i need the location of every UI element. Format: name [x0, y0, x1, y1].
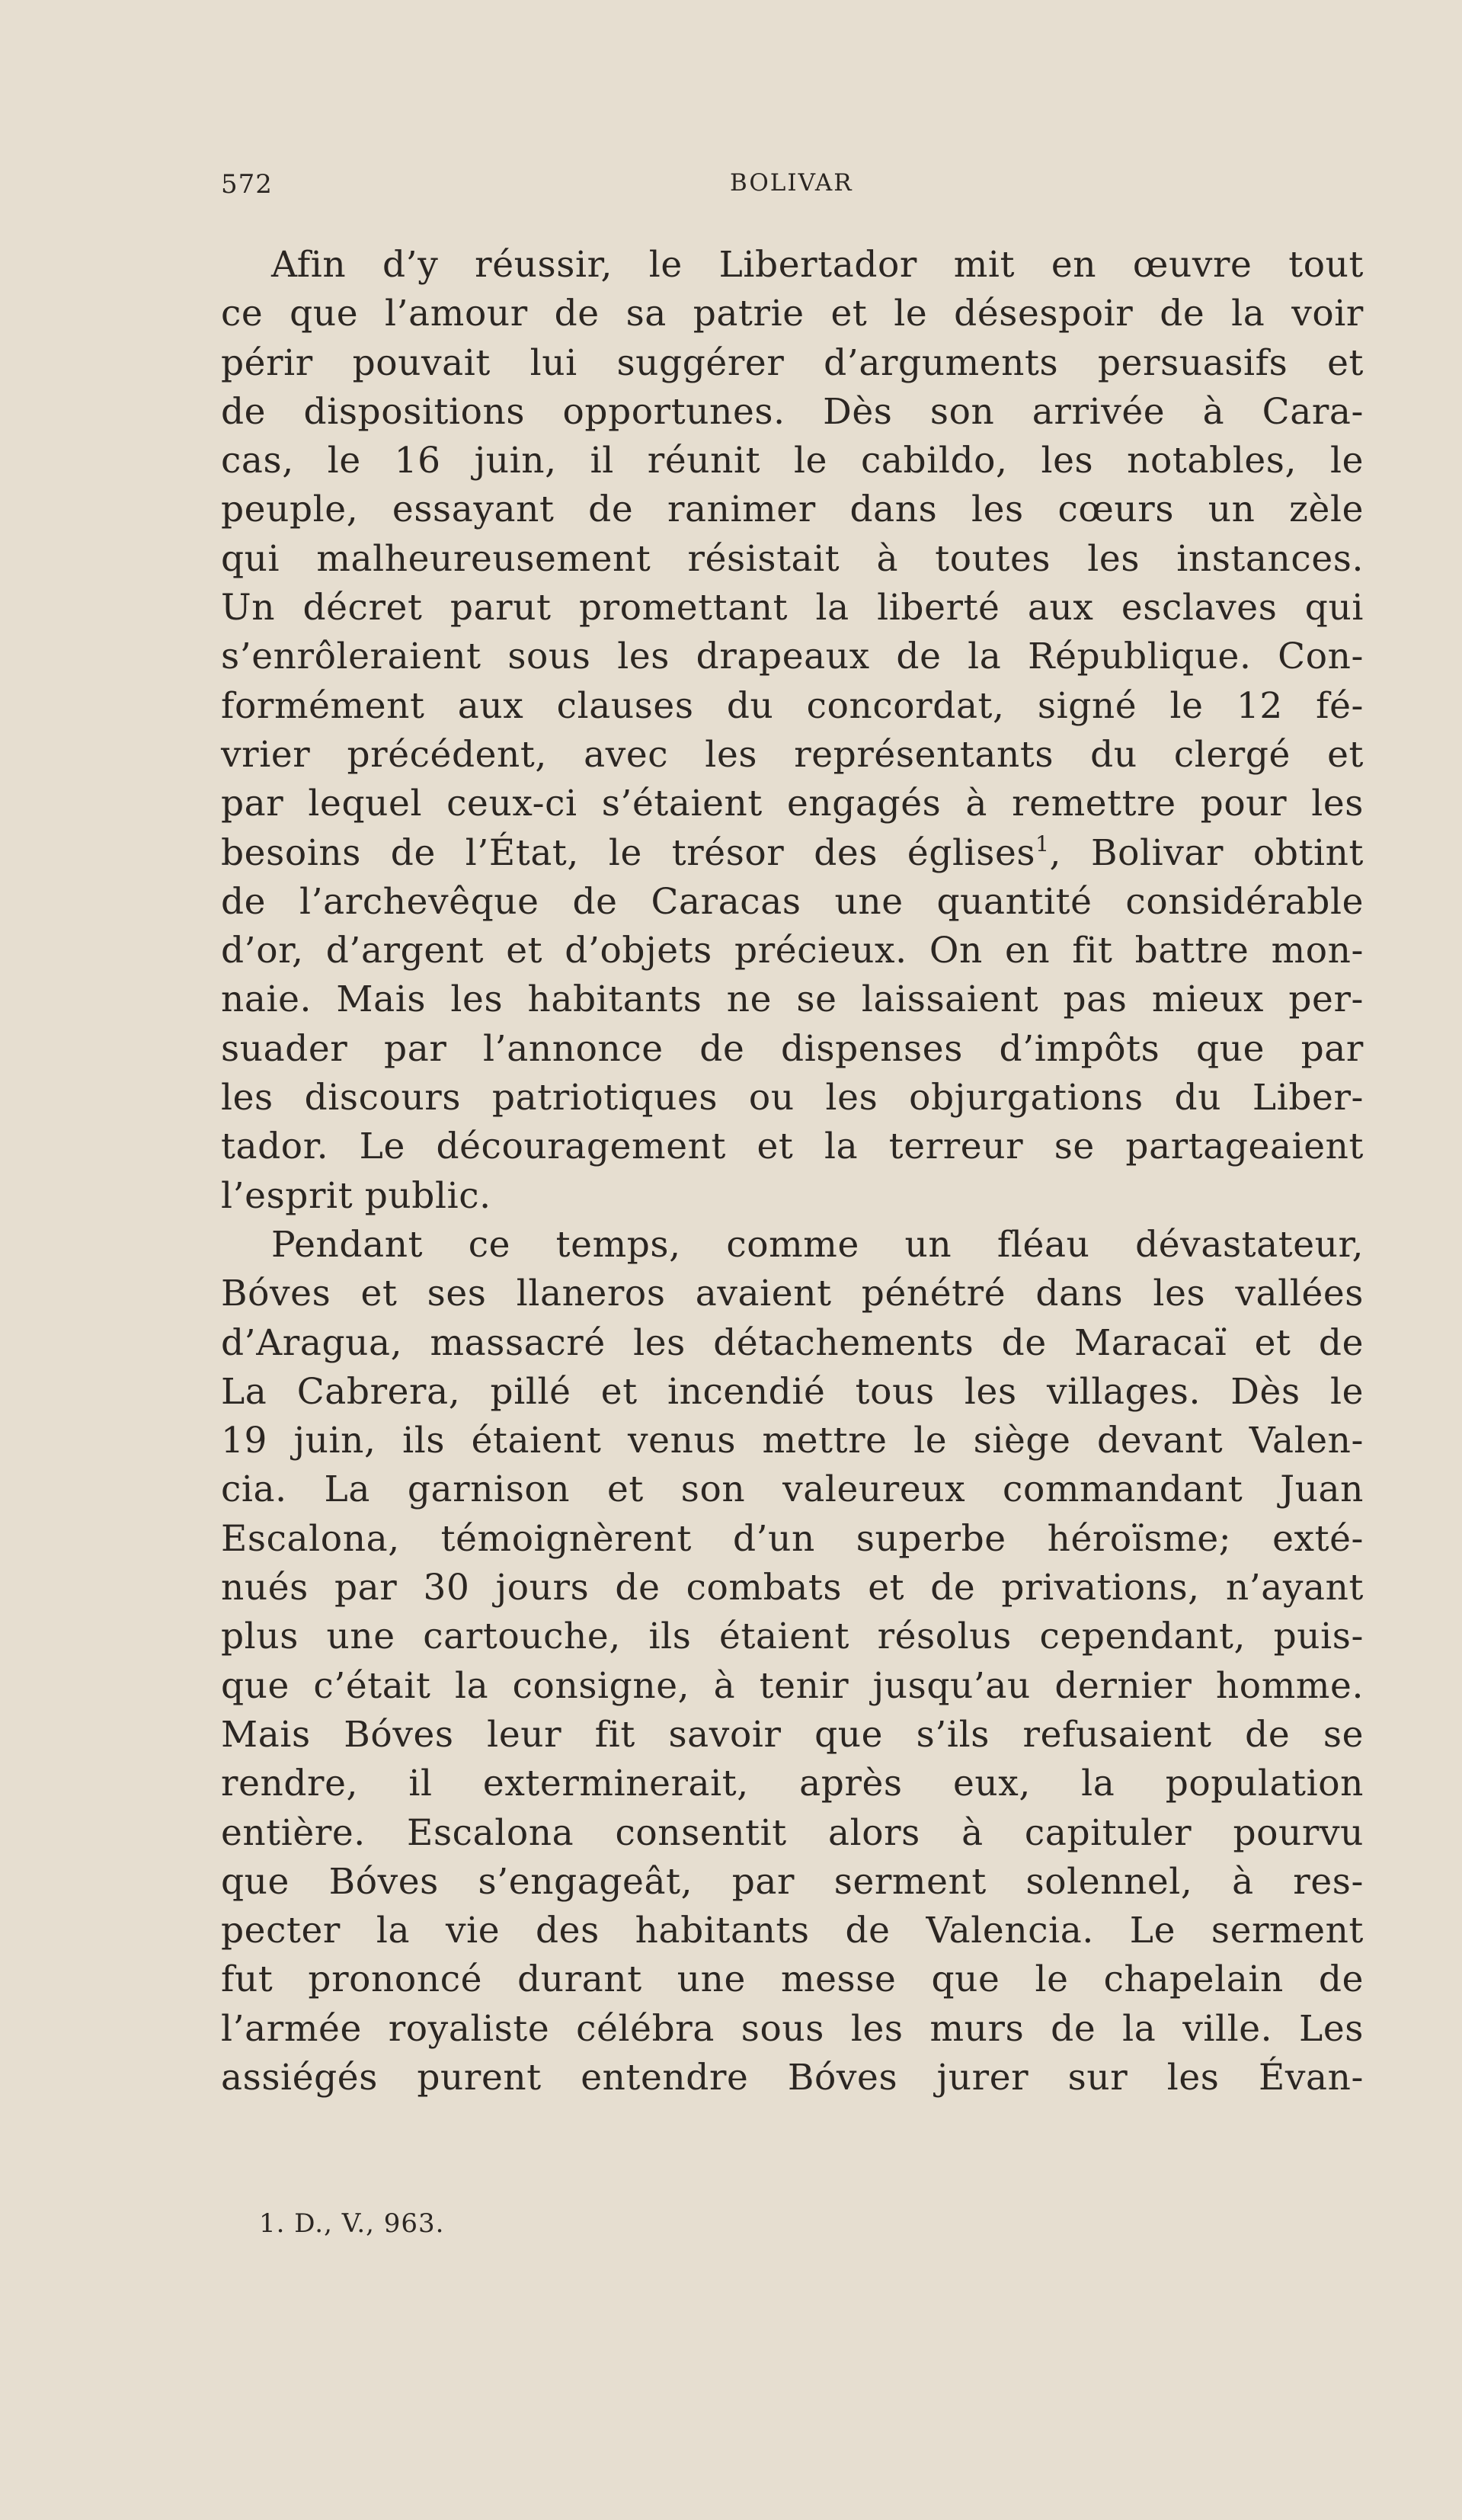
- text-line: suader par l’annonce de dispenses d’impôts que par: [221, 1027, 1364, 1070]
- text-line: formément aux clauses du concordat, signé le 12 fé-: [221, 684, 1364, 727]
- page-header: [221, 169, 1364, 207]
- text-line: vrier précédent, avec les représentants du clergé et: [221, 733, 1364, 776]
- text-line: pecter la vie des habitants de Valencia. Le serment: [221, 1910, 1364, 1952]
- text-line: cas, le 16 juin, il réunit le cabildo, les notables, le: [221, 440, 1364, 482]
- text-line: rendre, il exterminerait, après eux, la population: [221, 1763, 1364, 1805]
- text-line: d’or, d’argent et d’objets précieux. On en fit battre mon-: [221, 930, 1364, 972]
- body-text: [221, 241, 1364, 2102]
- running-title: BOLIVAR: [730, 169, 853, 197]
- text-line: ce que l’amour de sa patrie et le désespoir de la voir: [221, 293, 1364, 335]
- text-line: peuple, essayant de ranimer dans les cœurs un zèle: [221, 488, 1364, 531]
- text-line: cia. La garnison et son valeureux commandant Juan: [221, 1468, 1364, 1511]
- text-line: naie. Mais les habitants ne se laissaient pas mieux per-: [221, 978, 1364, 1021]
- text-line: entière. Escalona consentit alors à capituler pourvu: [221, 1811, 1364, 1854]
- text-line: de dispositions opportunes. Dès son arrivée à Cara-: [221, 390, 1364, 433]
- text-line-tail: , Bolivar obtint: [1049, 831, 1364, 874]
- text-line: de l’archevêque de Caracas une quantité considérable: [221, 880, 1364, 923]
- text-line: Pendant ce temps, comme un fléau dévastateur,: [271, 1223, 1364, 1266]
- text-line: qui malheureusement résistait à toutes les instances.: [221, 537, 1364, 580]
- text-line: plus une cartouche, ils étaient résolus cependant, puis-: [221, 1615, 1364, 1658]
- text-line: que c’était la consigne, à tenir jusqu’au dernier homme.: [221, 1664, 1364, 1707]
- text-line: d’Aragua, massacré les détachements de Maracaï et de: [221, 1321, 1364, 1364]
- text-line: périr pouvait lui suggérer d’arguments persuasifs et: [221, 341, 1364, 384]
- text-line-head: besoins de l’État, le trésor des églises: [221, 831, 1036, 874]
- text-line: que Bóves s’engageât, par serment solennel, à res-: [221, 1860, 1364, 1903]
- text-line: La Cabrera, pillé et incendié tous les villages. Dès le: [221, 1370, 1364, 1413]
- text-line: tador. Le découragement et la terreur se partageaient: [221, 1126, 1364, 1168]
- text-line: Afin d’y réussir, le Libertador mit en œuvre tout: [271, 244, 1364, 286]
- text-line: l’esprit public.: [221, 1174, 491, 1217]
- text-line: fut prononcé durant une messe que le chapelain de: [221, 1958, 1364, 2001]
- page-number: 572: [221, 169, 273, 200]
- text-line: Un décret parut promettant la liberté aux esclaves qui: [221, 587, 1364, 629]
- footnote-marker: 1: [1035, 831, 1050, 857]
- text-line: l’armée royaliste célébra sous les murs de la ville. Les: [221, 2007, 1364, 2050]
- text-line: assiégés purent entendre Bóves jurer sur les Évan-: [221, 2056, 1364, 2099]
- text-line-with-footnote: [221, 829, 1364, 878]
- footnote: 1. D., V., 963.: [259, 2208, 445, 2239]
- text-line: 19 juin, ils étaient venus mettre le siège devant Valen-: [221, 1420, 1364, 1462]
- text-line: par lequel ceux-ci s’étaient engagés à remettre pour les: [221, 783, 1364, 825]
- text-line: Bóves et ses llaneros avaient pénétré dans les vallées: [221, 1273, 1364, 1315]
- text-line: Escalona, témoignèrent d’un superbe héroïsme; exté-: [221, 1517, 1364, 1560]
- text-line: les discours patriotiques ou les objurgations du Liber-: [221, 1077, 1364, 1119]
- text-line: s’enrôleraient sous les drapeaux de la République. Con-: [221, 636, 1364, 678]
- text-line: Mais Bóves leur fit savoir que s’ils refusaient de se: [221, 1713, 1364, 1756]
- text-line: nués par 30 jours de combats et de privations, n’ayant: [221, 1567, 1364, 1609]
